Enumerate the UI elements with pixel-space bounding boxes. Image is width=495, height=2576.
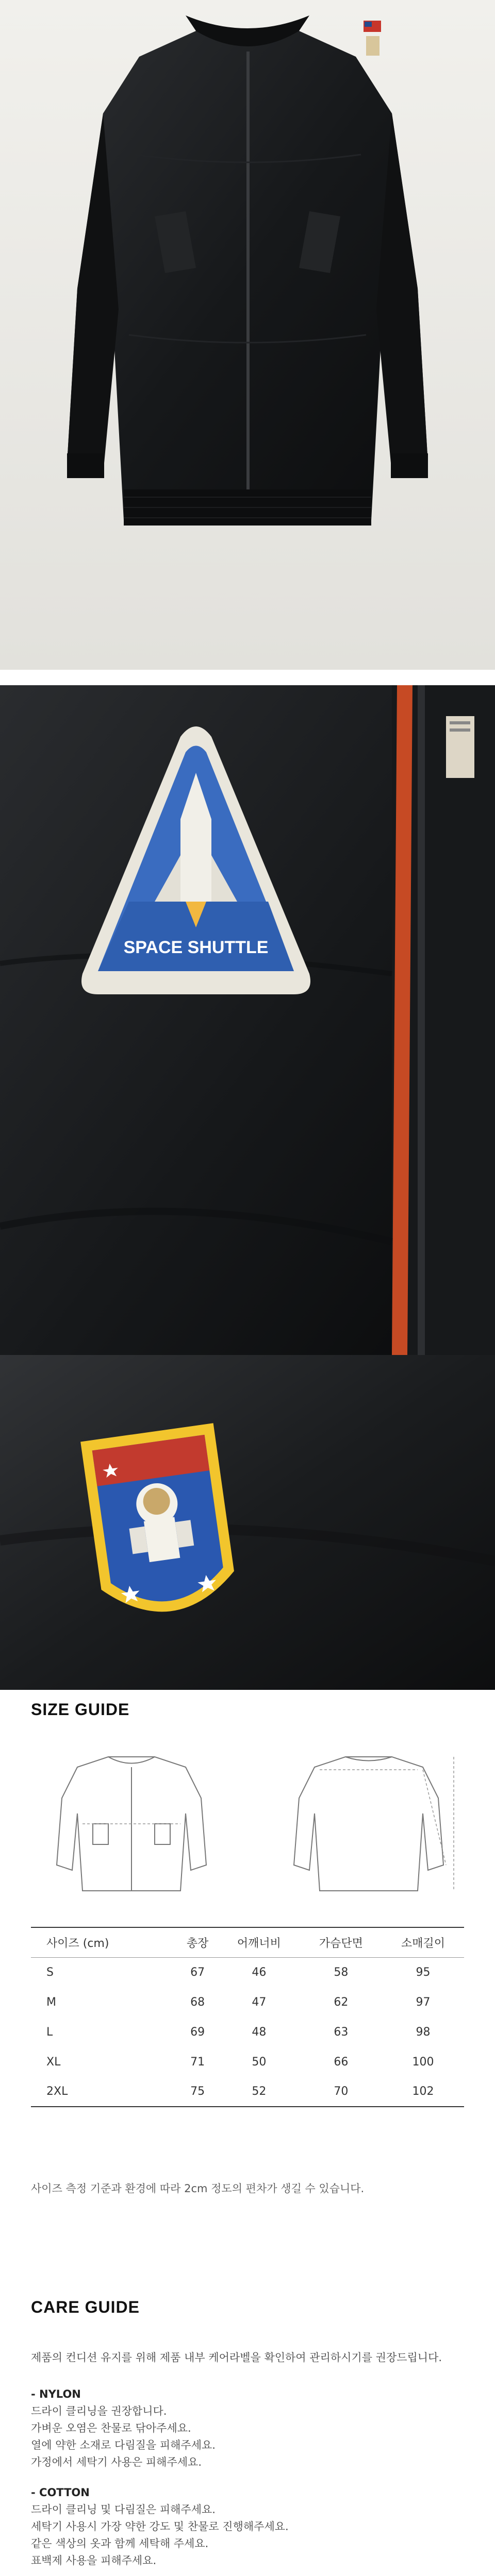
table-row (31, 1957, 464, 1987)
table-cell: 70 (334, 2085, 349, 2098)
care-guide-body (31, 2349, 464, 2576)
table-cell: 69 (190, 2025, 205, 2039)
care-line: 드라이 클리닝 및 다림질은 피해주세요. (31, 2503, 216, 2516)
space-shuttle-patch-photo (0, 685, 495, 1355)
patch-shuttle-text: SPACE SHUTTLE (123, 938, 269, 957)
size-col-sleeve: 소매길이 (401, 1937, 445, 1950)
table-cell: 47 (252, 1995, 267, 2009)
care-guide-title: CARE GUIDE (31, 2298, 140, 2316)
care-line: 가벼운 오염은 찬물로 닦아주세요. (31, 2422, 191, 2434)
table-cell: 50 (252, 2055, 267, 2069)
table-cell: XL (46, 2055, 61, 2069)
table-cell: 62 (334, 1995, 349, 2009)
care-line: 열에 약한 소재로 다림질을 피해주세요. (31, 2439, 216, 2451)
care-head-nylon: - NYLON (31, 2388, 81, 2400)
table-row (31, 2077, 464, 2107)
table-cell: 52 (252, 2085, 267, 2098)
size-col-chest: 가슴단면 (319, 1937, 363, 1950)
table-cell: 66 (334, 2055, 349, 2069)
table-cell: 71 (190, 2055, 205, 2069)
care-intro: 제품의 컨디션 유지를 위해 제품 내부 케어라벨을 확인하여 관리하시기를 권장드립니다. (31, 2351, 442, 2364)
care-line: 세탁기 사용시 가장 약한 강도 및 찬물로 진행해주세요. (31, 2520, 289, 2533)
table-cell: 100 (412, 2055, 434, 2069)
size-col-shoulder: 어깨너비 (237, 1937, 281, 1950)
table-cell: 67 (190, 1965, 205, 1979)
table-cell: 97 (416, 1995, 431, 2009)
table-cell: 68 (190, 1995, 205, 2009)
size-table-header (31, 1927, 464, 1957)
table-cell: S (46, 1965, 54, 1979)
table-cell: M (46, 1995, 56, 2009)
jacket-front-photo (0, 0, 495, 670)
table-cell: 98 (416, 2025, 431, 2039)
care-line: 가정에서 세탁기 사용은 피해주세요. (31, 2456, 202, 2468)
size-note: 사이즈 측정 기준과 환경에 따라 2cm 정도의 편차가 생길 수 있습니다. (31, 2182, 365, 2195)
table-cell: 46 (252, 1965, 267, 1979)
table-cell: 2XL (46, 2085, 68, 2098)
size-guide-title: SIZE GUIDE (31, 1700, 130, 1719)
size-table (31, 1927, 464, 2107)
table-row (31, 2047, 464, 2077)
table-cell: 63 (334, 2025, 349, 2039)
care-line: 표백제 사용을 피해주세요. (31, 2554, 157, 2567)
size-measure-diagram (0, 1747, 495, 1917)
care-line: 드라이 클리닝을 권장합니다. (31, 2405, 167, 2417)
table-cell: 75 (190, 2085, 205, 2098)
astronaut-patch-photo (0, 1355, 495, 1690)
table-cell: 58 (334, 1965, 349, 1979)
table-cell: 102 (412, 2085, 434, 2098)
astronaut-patch-graphic (80, 1423, 238, 1620)
care-head-cotton: - COTTON (31, 2486, 90, 2499)
table-cell: L (46, 2025, 53, 2039)
table-cell: 95 (416, 1965, 431, 1979)
table-row (31, 1987, 464, 2017)
size-col-length: 총장 (186, 1937, 209, 1950)
table-row (31, 2017, 464, 2047)
care-line: 같은 색상의 옷과 함께 세탁해 주세요. (31, 2537, 209, 2550)
size-col-size: 사이즈 (cm) (46, 1937, 109, 1950)
table-cell: 48 (252, 2025, 267, 2039)
